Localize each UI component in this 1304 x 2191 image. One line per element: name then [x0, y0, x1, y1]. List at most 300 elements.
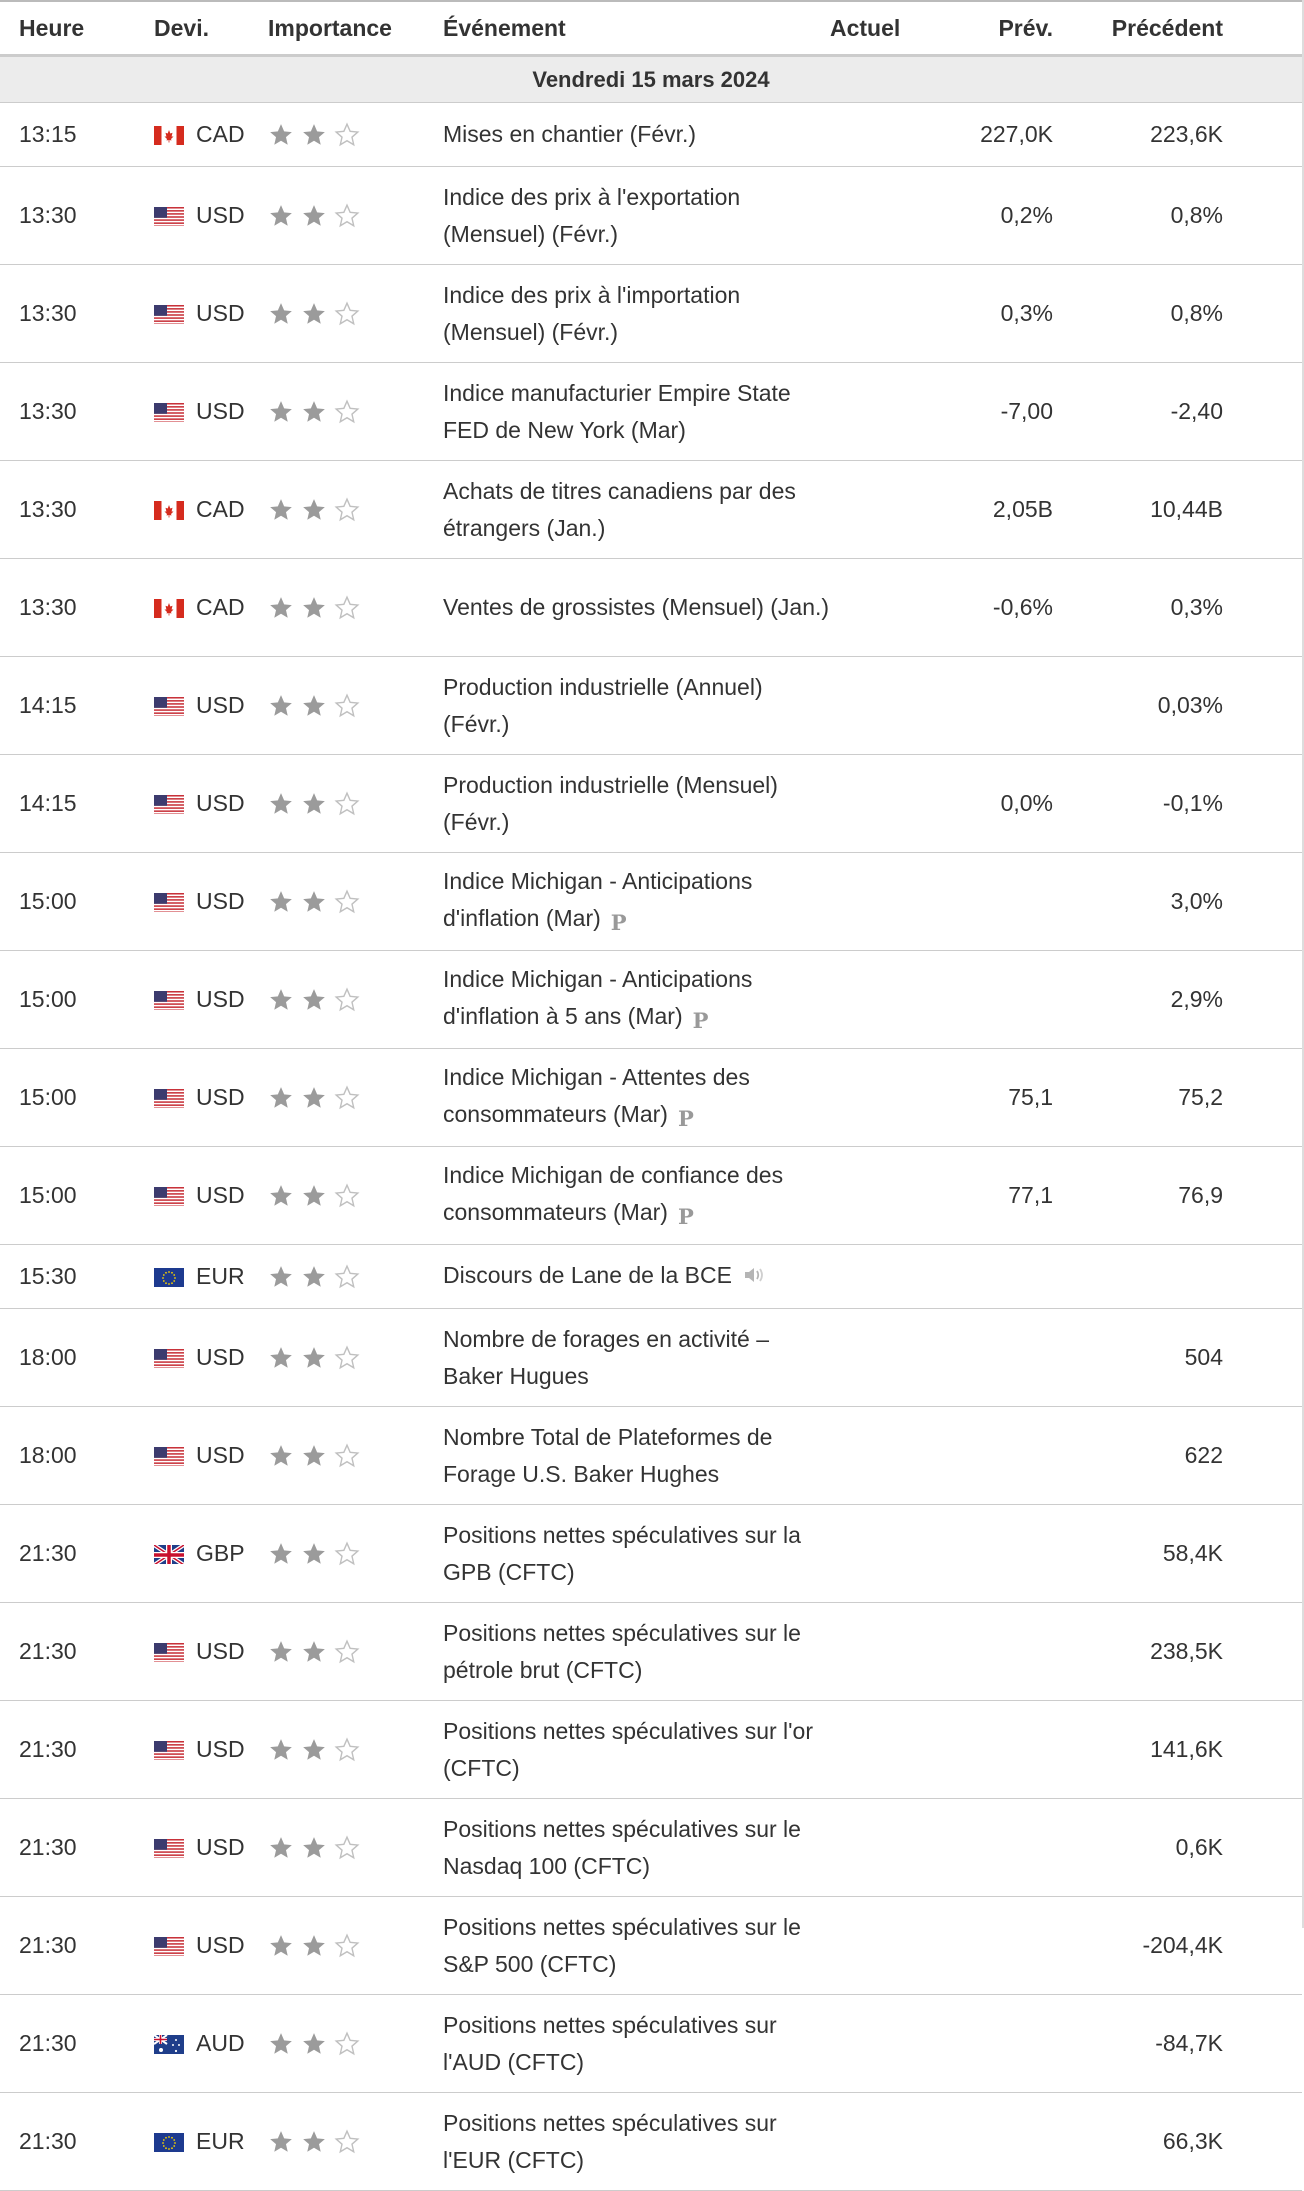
star-filled-icon	[301, 1183, 327, 1209]
table-row[interactable]	[0, 1701, 1302, 1799]
event-forecast: 2,05B	[940, 461, 1053, 559]
table-row[interactable]	[0, 1603, 1302, 1701]
event-forecast: 0,2%	[940, 167, 1053, 265]
event-name-cell[interactable]	[443, 1245, 830, 1309]
event-actual	[830, 1309, 940, 1407]
event-forecast	[940, 951, 1053, 1049]
event-previous: -204,4K	[1053, 1897, 1223, 1995]
event-name[interactable]: Positions nettes spéculatives sur l'AUD (CFTC)	[443, 2011, 777, 2075]
table-row[interactable]	[0, 1049, 1302, 1147]
event-previous: 0,3%	[1053, 559, 1223, 657]
event-importance	[265, 461, 443, 559]
event-currency-cell	[133, 1147, 265, 1245]
event-name-cell[interactable]	[443, 1701, 830, 1799]
event-name[interactable]: Positions nettes spéculatives sur le pétrole brut (CFTC)	[443, 1619, 801, 1683]
flag-ca-icon	[154, 125, 184, 145]
event-importance	[265, 1897, 443, 1995]
event-actual	[830, 103, 940, 167]
star-filled-icon	[268, 1639, 294, 1665]
star-filled-icon	[268, 693, 294, 719]
event-previous: 223,6K	[1053, 103, 1223, 167]
table-row[interactable]	[0, 657, 1302, 755]
event-currency-cell	[133, 1799, 265, 1897]
star-filled-icon	[268, 1345, 294, 1371]
event-forecast: 75,1	[940, 1049, 1053, 1147]
preliminary-icon[interactable]: P	[677, 1105, 694, 1131]
event-importance	[265, 1603, 443, 1701]
event-actual	[830, 167, 940, 265]
event-name[interactable]: Indice des prix à l'exportation (Mensuel) (Févr.)	[443, 183, 741, 247]
event-previous: 0,6K	[1053, 1799, 1223, 1897]
event-actual	[830, 1701, 940, 1799]
star-filled-icon	[268, 791, 294, 817]
star-empty-icon	[334, 1345, 360, 1371]
row-spacer	[1223, 1701, 1302, 1799]
table-row[interactable]	[0, 1407, 1302, 1505]
star-filled-icon	[301, 2129, 327, 2155]
event-previous	[1053, 1245, 1223, 1309]
event-name[interactable]: Positions nettes spéculatives sur le S&P 500 (CFTC)	[443, 1913, 801, 1977]
event-currency: USD	[196, 1182, 245, 1208]
header-time[interactable]: Heure	[0, 1, 133, 56]
flag-us-icon	[154, 1740, 184, 1760]
event-name-cell[interactable]	[443, 461, 830, 559]
table-row[interactable]	[0, 1147, 1302, 1245]
event-time: 21:30	[0, 1701, 133, 1799]
event-currency-cell	[133, 1701, 265, 1799]
event-importance	[265, 1407, 443, 1505]
star-empty-icon	[334, 693, 360, 719]
row-spacer	[1223, 1995, 1302, 2093]
row-spacer	[1223, 559, 1302, 657]
star-filled-icon	[268, 203, 294, 229]
event-forecast: -7,00	[940, 363, 1053, 461]
star-filled-icon	[268, 987, 294, 1013]
event-importance	[265, 2093, 443, 2191]
event-currency-cell	[133, 265, 265, 363]
event-previous: -84,7K	[1053, 1995, 1223, 2093]
event-name-cell[interactable]	[443, 1147, 830, 1245]
row-spacer	[1223, 1309, 1302, 1407]
event-name[interactable]: Nombre Total de Plateformes de Forage U.S. Baker Hughes	[443, 1423, 773, 1487]
event-name[interactable]: Indice manufacturier Empire State FED de New York (Mar)	[443, 379, 791, 443]
event-importance	[265, 167, 443, 265]
star-filled-icon	[268, 1737, 294, 1763]
table-row[interactable]	[0, 1245, 1302, 1309]
event-currency: USD	[196, 790, 245, 816]
flag-ca-icon	[154, 598, 184, 618]
event-name-cell[interactable]	[443, 1603, 830, 1701]
flag-us-icon	[154, 990, 184, 1010]
event-actual	[830, 2093, 940, 2191]
preliminary-icon[interactable]: P	[610, 909, 627, 935]
event-previous: 0,8%	[1053, 167, 1223, 265]
event-forecast: 77,1	[940, 1147, 1053, 1245]
flag-us-icon	[154, 794, 184, 814]
header-forecast[interactable]: Prév.	[940, 1, 1053, 56]
event-name-cell[interactable]	[443, 1309, 830, 1407]
star-filled-icon	[268, 1085, 294, 1111]
event-currency-cell	[133, 103, 265, 167]
event-importance	[265, 1701, 443, 1799]
star-empty-icon	[334, 1183, 360, 1209]
row-spacer	[1223, 755, 1302, 853]
event-currency-cell	[133, 559, 265, 657]
row-spacer	[1223, 1245, 1302, 1309]
event-forecast	[940, 1407, 1053, 1505]
preliminary-icon[interactable]: P	[677, 1203, 694, 1229]
star-empty-icon	[334, 2129, 360, 2155]
table-row[interactable]	[0, 461, 1302, 559]
flag-us-icon	[154, 1088, 184, 1108]
event-forecast	[940, 1897, 1053, 1995]
event-forecast	[940, 1799, 1053, 1897]
table-row[interactable]	[0, 103, 1302, 167]
event-name[interactable]: Achats de titres canadiens par des étrangers (Jan.)	[443, 477, 796, 541]
flag-eu-icon	[154, 2132, 184, 2152]
star-filled-icon	[301, 1933, 327, 1959]
star-empty-icon	[334, 203, 360, 229]
star-filled-icon	[268, 301, 294, 327]
event-currency: USD	[196, 1442, 245, 1468]
event-previous: 141,6K	[1053, 1701, 1223, 1799]
header-spacer	[1223, 1, 1302, 56]
star-filled-icon	[268, 399, 294, 425]
event-currency: EUR	[196, 1263, 245, 1289]
event-previous: 0,03%	[1053, 657, 1223, 755]
event-currency-cell	[133, 2093, 265, 2191]
row-spacer	[1223, 1603, 1302, 1701]
event-previous: 75,2	[1053, 1049, 1223, 1147]
flag-us-icon	[154, 1642, 184, 1662]
table-row[interactable]	[0, 1309, 1302, 1407]
event-name[interactable]: Discours de Lane de la BCE	[443, 1261, 732, 1288]
event-actual	[830, 951, 940, 1049]
event-time: 21:30	[0, 1603, 133, 1701]
star-empty-icon	[334, 497, 360, 523]
star-empty-icon	[334, 399, 360, 425]
event-importance	[265, 853, 443, 951]
event-importance	[265, 103, 443, 167]
flag-au-icon	[154, 2034, 184, 2054]
row-spacer	[1223, 2093, 1302, 2191]
table-row[interactable]	[0, 951, 1302, 1049]
event-time: 15:00	[0, 951, 133, 1049]
event-currency-cell	[133, 1407, 265, 1505]
event-time: 13:30	[0, 461, 133, 559]
event-time: 14:15	[0, 657, 133, 755]
event-currency: USD	[196, 1344, 245, 1370]
event-name-cell[interactable]	[443, 1995, 830, 2093]
event-actual	[830, 1505, 940, 1603]
event-forecast	[940, 853, 1053, 951]
event-actual	[830, 363, 940, 461]
event-name[interactable]: Production industrielle (Annuel) (Févr.)	[443, 673, 763, 737]
event-currency: USD	[196, 692, 245, 718]
event-currency-cell	[133, 1603, 265, 1701]
star-filled-icon	[301, 1345, 327, 1371]
event-currency-cell	[133, 1309, 265, 1407]
table-row[interactable]	[0, 167, 1302, 265]
star-filled-icon	[268, 595, 294, 621]
event-name[interactable]: Indice Michigan - Anticipations d'inflation (Mar)	[443, 867, 753, 931]
header-currency[interactable]: Devi.	[133, 1, 265, 56]
header-event[interactable]: Événement	[443, 1, 830, 56]
event-importance	[265, 1147, 443, 1245]
event-actual	[830, 1603, 940, 1701]
star-filled-icon	[268, 497, 294, 523]
star-empty-icon	[334, 1639, 360, 1665]
event-name[interactable]: Indice Michigan de confiance des consommateurs (Mar)	[443, 1161, 784, 1225]
star-filled-icon	[268, 1443, 294, 1469]
star-filled-icon	[301, 1737, 327, 1763]
event-previous: 2,9%	[1053, 951, 1223, 1049]
row-spacer	[1223, 1407, 1302, 1505]
event-actual	[830, 657, 940, 755]
event-name[interactable]: Positions nettes spéculatives sur le Nasdaq 100 (CFTC)	[443, 1815, 801, 1879]
table-row[interactable]	[0, 853, 1302, 951]
event-previous: 10,44B	[1053, 461, 1223, 559]
star-empty-icon	[334, 1443, 360, 1469]
event-currency: USD	[196, 202, 245, 228]
event-importance	[265, 1245, 443, 1309]
event-forecast	[940, 1995, 1053, 2093]
star-filled-icon	[301, 301, 327, 327]
star-filled-icon	[268, 1933, 294, 1959]
date-label: Vendredi 15 mars 2024	[0, 56, 1302, 103]
star-empty-icon	[334, 122, 360, 148]
event-currency: CAD	[196, 594, 245, 620]
row-spacer	[1223, 103, 1302, 167]
header-actual[interactable]: Actuel	[830, 1, 940, 56]
star-empty-icon	[334, 791, 360, 817]
event-name-cell[interactable]	[443, 167, 830, 265]
event-time: 13:15	[0, 103, 133, 167]
event-actual	[830, 853, 940, 951]
row-spacer	[1223, 1505, 1302, 1603]
event-previous: 622	[1053, 1407, 1223, 1505]
star-empty-icon	[334, 1737, 360, 1763]
event-forecast: -0,6%	[940, 559, 1053, 657]
star-filled-icon	[301, 399, 327, 425]
star-empty-icon	[334, 987, 360, 1013]
event-name-cell[interactable]	[443, 1897, 830, 1995]
event-importance	[265, 1049, 443, 1147]
row-spacer	[1223, 657, 1302, 755]
event-forecast	[940, 1701, 1053, 1799]
event-currency: USD	[196, 1736, 245, 1762]
event-previous: -0,1%	[1053, 755, 1223, 853]
flag-us-icon	[154, 1936, 184, 1956]
event-currency-cell	[133, 755, 265, 853]
table-row[interactable]	[0, 265, 1302, 363]
event-currency-cell	[133, 363, 265, 461]
event-name-cell[interactable]	[443, 103, 830, 167]
event-time: 13:30	[0, 265, 133, 363]
star-filled-icon	[301, 497, 327, 523]
flag-us-icon	[154, 1186, 184, 1206]
table-row[interactable]	[0, 755, 1302, 853]
event-name[interactable]: Production industrielle (Mensuel) (Févr.)	[443, 771, 778, 835]
flag-us-icon	[154, 206, 184, 226]
event-importance	[265, 1799, 443, 1897]
event-previous: 238,5K	[1053, 1603, 1223, 1701]
event-name-cell[interactable]	[443, 1049, 830, 1147]
star-filled-icon	[301, 1835, 327, 1861]
event-time: 13:30	[0, 167, 133, 265]
star-empty-icon	[334, 595, 360, 621]
event-name[interactable]: Indice des prix à l'importation (Mensuel) (Févr.)	[443, 281, 741, 345]
event-name-cell[interactable]	[443, 1407, 830, 1505]
row-spacer	[1223, 1799, 1302, 1897]
event-importance	[265, 265, 443, 363]
row-spacer	[1223, 363, 1302, 461]
event-previous: 76,9	[1053, 1147, 1223, 1245]
table-row[interactable]	[0, 1897, 1302, 1995]
table-row[interactable]	[0, 1799, 1302, 1897]
flag-us-icon	[154, 1446, 184, 1466]
event-previous: -2,40	[1053, 363, 1223, 461]
row-spacer	[1223, 853, 1302, 951]
table-row[interactable]	[0, 559, 1302, 657]
event-importance	[265, 1995, 443, 2093]
table-row[interactable]	[0, 363, 1302, 461]
event-currency: GBP	[196, 1540, 245, 1566]
table-row[interactable]	[0, 2093, 1302, 2191]
row-spacer	[1223, 461, 1302, 559]
star-filled-icon	[301, 791, 327, 817]
star-filled-icon	[301, 1443, 327, 1469]
flag-gb-icon	[154, 1544, 184, 1564]
event-name-cell[interactable]	[443, 363, 830, 461]
star-filled-icon	[301, 889, 327, 915]
row-spacer	[1223, 1147, 1302, 1245]
star-empty-icon	[334, 1541, 360, 1567]
event-previous: 0,8%	[1053, 265, 1223, 363]
event-name[interactable]: Indice Michigan - Attentes des consommateurs (Mar)	[443, 1063, 750, 1127]
event-forecast	[940, 1309, 1053, 1407]
event-time: 15:00	[0, 1147, 133, 1245]
preliminary-icon[interactable]: P	[692, 1007, 709, 1033]
event-name[interactable]: Indice Michigan - Anticipations d'inflation à 5 ans (Mar)	[443, 965, 753, 1029]
event-currency-cell	[133, 1245, 265, 1309]
speaker-icon[interactable]	[742, 1260, 766, 1297]
star-filled-icon	[268, 1264, 294, 1290]
event-name-cell[interactable]	[443, 755, 830, 853]
event-time: 15:00	[0, 853, 133, 951]
event-actual	[830, 559, 940, 657]
event-forecast	[940, 2093, 1053, 2191]
star-filled-icon	[301, 595, 327, 621]
event-previous: 58,4K	[1053, 1505, 1223, 1603]
star-empty-icon	[334, 1933, 360, 1959]
header-importance[interactable]: Importance	[265, 1, 443, 56]
event-name-cell[interactable]	[443, 1799, 830, 1897]
event-time: 14:15	[0, 755, 133, 853]
star-filled-icon	[268, 1541, 294, 1567]
event-forecast	[940, 1245, 1053, 1309]
event-name[interactable]: Positions nettes spéculatives sur la GPB (CFTC)	[443, 1521, 801, 1585]
event-forecast: 0,0%	[940, 755, 1053, 853]
event-name-cell[interactable]	[443, 1505, 830, 1603]
star-empty-icon	[334, 889, 360, 915]
event-currency: USD	[196, 1084, 245, 1110]
event-time: 13:30	[0, 559, 133, 657]
row-spacer	[1223, 1049, 1302, 1147]
event-name-cell[interactable]	[443, 657, 830, 755]
event-name[interactable]: Positions nettes spéculatives sur l'EUR (CFTC)	[443, 2109, 777, 2173]
table-row[interactable]	[0, 1995, 1302, 2093]
table-header-row	[0, 1, 1302, 56]
star-filled-icon	[301, 1639, 327, 1665]
event-time: 21:30	[0, 1799, 133, 1897]
header-previous[interactable]: Précédent	[1053, 1, 1223, 56]
event-forecast	[940, 1603, 1053, 1701]
flag-us-icon	[154, 304, 184, 324]
event-currency: USD	[196, 398, 245, 424]
event-actual	[830, 755, 940, 853]
flag-eu-icon	[154, 1267, 184, 1287]
star-filled-icon	[301, 203, 327, 229]
event-name-cell[interactable]	[443, 951, 830, 1049]
event-importance	[265, 657, 443, 755]
event-currency-cell	[133, 1995, 265, 2093]
event-importance	[265, 755, 443, 853]
event-currency-cell	[133, 951, 265, 1049]
event-name-cell[interactable]	[443, 2093, 830, 2191]
event-name-cell[interactable]	[443, 853, 830, 951]
event-forecast	[940, 657, 1053, 755]
star-filled-icon	[268, 2031, 294, 2057]
event-importance	[265, 1309, 443, 1407]
star-filled-icon	[301, 122, 327, 148]
event-name[interactable]: Positions nettes spéculatives sur l'or (CFTC)	[443, 1717, 814, 1781]
event-name-cell[interactable]	[443, 559, 830, 657]
event-actual	[830, 461, 940, 559]
event-actual	[830, 1245, 940, 1309]
table-row[interactable]	[0, 1505, 1302, 1603]
star-filled-icon	[301, 1541, 327, 1567]
event-name-cell[interactable]	[443, 265, 830, 363]
star-empty-icon	[334, 1835, 360, 1861]
event-currency: USD	[196, 1638, 245, 1664]
event-actual	[830, 1995, 940, 2093]
star-filled-icon	[268, 1183, 294, 1209]
star-filled-icon	[301, 987, 327, 1013]
event-time: 15:30	[0, 1245, 133, 1309]
event-time: 15:00	[0, 1049, 133, 1147]
flag-us-icon	[154, 696, 184, 716]
event-importance	[265, 363, 443, 461]
event-currency: CAD	[196, 121, 245, 147]
flag-us-icon	[154, 1838, 184, 1858]
event-name[interactable]: Mises en chantier (Févr.)	[443, 121, 697, 147]
flag-ca-icon	[154, 500, 184, 520]
event-previous: 66,3K	[1053, 2093, 1223, 2191]
event-actual	[830, 1049, 940, 1147]
event-currency-cell	[133, 1505, 265, 1603]
event-currency: USD	[196, 1932, 245, 1958]
event-currency-cell	[133, 1897, 265, 1995]
event-time: 21:30	[0, 2093, 133, 2191]
event-name[interactable]: Nombre de forages en activité – Baker Hugues	[443, 1325, 770, 1389]
event-name[interactable]: Ventes de grossistes (Mensuel) (Jan.)	[443, 594, 830, 620]
event-importance	[265, 559, 443, 657]
event-forecast: 0,3%	[940, 265, 1053, 363]
star-filled-icon	[301, 1085, 327, 1111]
event-currency: USD	[196, 986, 245, 1012]
event-currency-cell	[133, 853, 265, 951]
